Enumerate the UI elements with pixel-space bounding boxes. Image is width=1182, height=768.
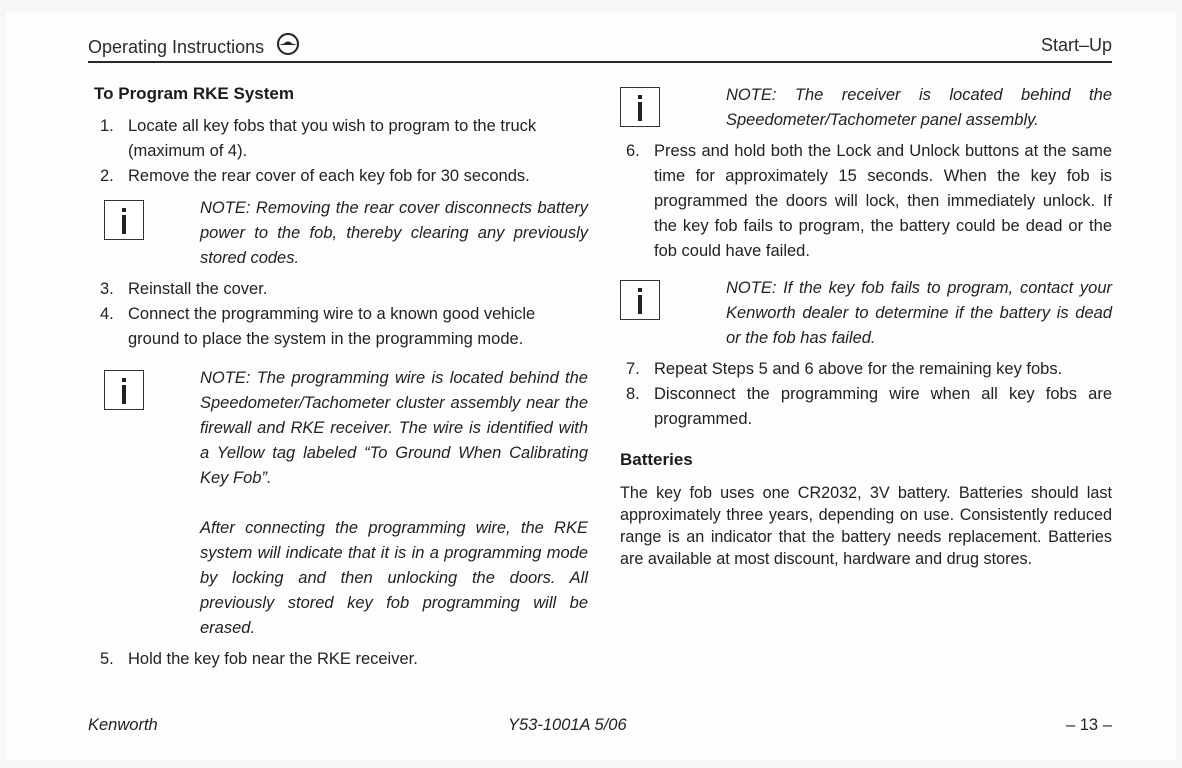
info-icon: [620, 87, 660, 127]
list-item: [620, 139, 1112, 264]
list-item: [94, 114, 588, 164]
info-icon: [620, 280, 660, 320]
right-column: [620, 80, 1112, 570]
step-text: Reinstall the cover.: [128, 280, 268, 298]
list-item: [94, 277, 588, 302]
step-text: Hold the key fob near the RKE receiver.: [128, 650, 418, 668]
note-block: [620, 83, 1112, 133]
note-text: NOTE: Removing the rear cover disconnects battery power to the fob, thereby clearing any previously stored codes.: [200, 199, 588, 267]
note-text: NOTE: The receiver is located behind the Speedometer/Tachometer panel assembly.: [726, 86, 1112, 129]
section-title: Operating Instructions: [88, 36, 265, 57]
note-text: NOTE: If the key fob fails to program, contact your Kenworth dealer to determine if the battery is dead or the fob has failed.: [726, 279, 1112, 347]
list-item: [94, 302, 588, 352]
step-number: 5.: [100, 650, 114, 668]
step-number: 4.: [100, 305, 114, 323]
step-text: Locate all key fobs that you wish to program to the truck (maximum of 4).: [128, 117, 537, 160]
info-icon: [104, 370, 144, 410]
list-item: [620, 357, 1112, 382]
left-column: [94, 80, 588, 672]
chapter-title: Start–Up: [1040, 35, 1112, 55]
step-number: 1.: [100, 117, 114, 135]
step-text: Disconnect the programming wire when all key fobs are programmed.: [654, 385, 1112, 428]
section-heading: Batteries: [620, 450, 693, 469]
step-number: 2.: [100, 167, 114, 185]
step-text: Connect the programming wire to a known good vehicle ground to place the system in the programming mode.: [128, 305, 536, 348]
info-icon: [104, 200, 144, 240]
list-item: [94, 164, 588, 189]
footer-doc-id: Y53-1001A 5/06: [508, 716, 627, 734]
note-block: [94, 196, 588, 271]
footer-brand: Kenworth: [88, 716, 158, 734]
note-block: [620, 276, 1112, 351]
note-block: [94, 366, 588, 641]
steering-wheel-icon: [276, 32, 300, 56]
step-number: 8.: [626, 385, 640, 403]
list-item: [94, 647, 588, 672]
batteries-section: [620, 446, 1112, 570]
section-heading: To Program RKE System: [94, 84, 294, 103]
step-number: 7.: [626, 360, 640, 378]
page-header: [88, 25, 1112, 63]
step-text: Remove the rear cover of each key fob for 30 seconds.: [128, 167, 530, 185]
step-text: Press and hold both the Lock and Unlock buttons at the same time for approximately 15 seconds. When the key fob is programmed the doors will lock, then immediately unlock. If the key fob fails to program, the battery could be dead or the fob could have failed.: [654, 142, 1112, 260]
note-text: NOTE: The programming wire is located behind the Speedometer/Tachometer cluster assembly near the firewall and RKE receiver. The wire is identified with a Yellow tag labeled “To Ground When Calibrating Key Fob”.: [200, 369, 588, 487]
batteries-text: The key fob uses one CR2032, 3V battery. Batteries should last approximately three years, depending on use. Consistently reduced range is an indicator that the battery needs replacement. Batteries are available at most discount, hardware and drug stores.: [620, 484, 1112, 568]
step-number: 6.: [626, 142, 640, 160]
page-number: – 13 –: [1066, 716, 1112, 734]
list-item: [620, 382, 1112, 432]
note-text: After connecting the programming wire, the RKE system will indicate that it is in a programming mode by locking and then unlocking the doors. All previously stored key fob programming will be erased.: [200, 519, 588, 637]
step-text: Repeat Steps 5 and 6 above for the remaining key fobs.: [654, 360, 1063, 378]
step-number: 3.: [100, 280, 114, 298]
